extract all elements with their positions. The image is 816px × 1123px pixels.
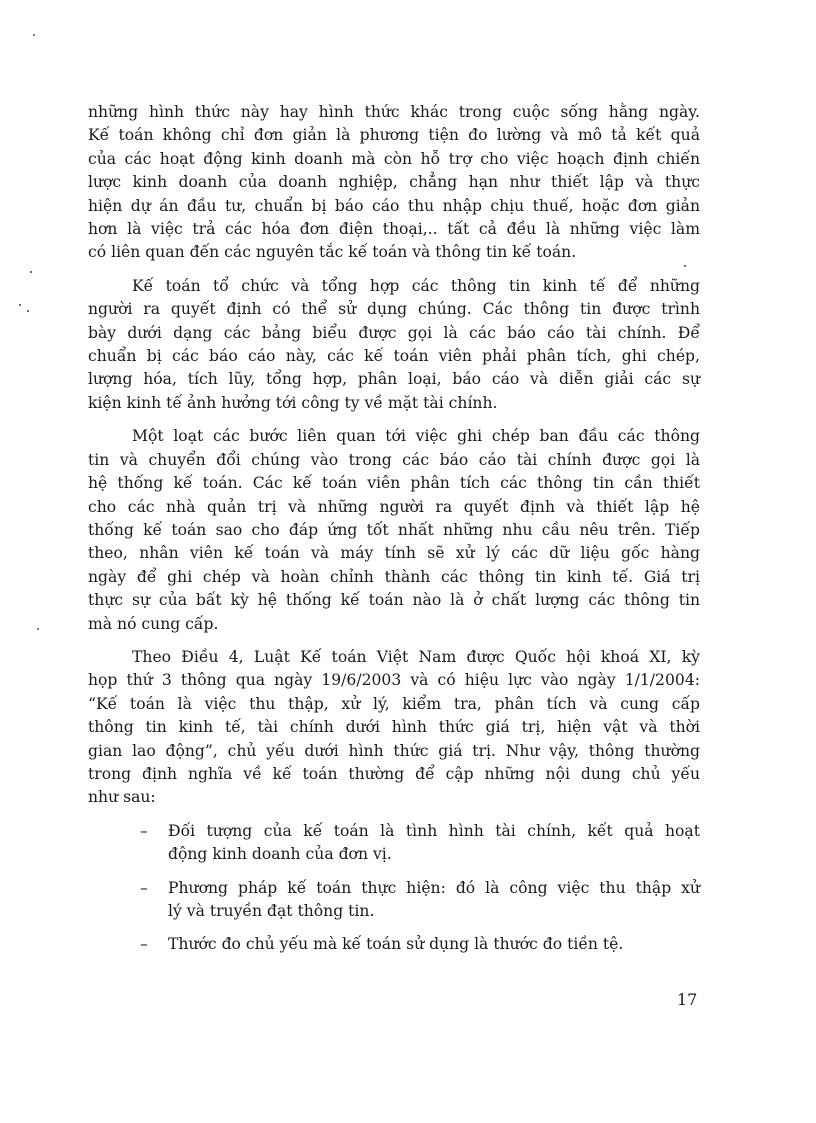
bullet-item <box>88 820 700 867</box>
scan-speck <box>27 310 29 312</box>
text-line: của các hoạt động kinh doanh mà còn hỗ trợ cho việc hoạch định chiến <box>88 149 700 168</box>
text-line: lược kinh doanh của doanh nghiệp, chẳng hạn như thiết lập và thực <box>88 173 700 192</box>
text-line: Kế toán không chỉ đơn giản là phương tiện đo lường và mô tả kết quả <box>88 126 700 145</box>
text-line: hiện dự án đầu tư, chuẩn bị báo cáo thu nhập chịu thuế, hoặc đơn giản <box>88 196 700 215</box>
text-line: trong định nghĩa về kế toán thường để cập những nội dung chủ yếu <box>88 764 700 783</box>
text-line: lý và truyền đạt thông tin. <box>168 902 375 920</box>
bullet-list <box>88 820 700 957</box>
text-line: bày dưới dạng các bảng biểu được gọi là các báo cáo tài chính. Để <box>88 323 700 342</box>
text-line: những hình thức này hay hình thức khác trong cuộc sống hằng ngày. <box>88 103 700 121</box>
paragraph-1 <box>88 101 700 265</box>
text-line: thống kế toán sao cho đáp ứng tốt nhất những nhu cầu nêu trên. Tiếp <box>88 520 700 539</box>
text-line: mà nó cung cấp. <box>88 614 219 633</box>
text-line: hệ thống kế toán. Các kế toán viên phân tích các thông tin cần thiết <box>88 474 700 493</box>
text-line: như sau: <box>88 788 156 807</box>
text-line: thông tin kinh tế, tài chính dưới hình thức giá trị, hiện vật và thời <box>88 718 700 737</box>
text-line: thực sự của bất kỳ hệ thống kế toán nào là ở chất lượng các thông tin <box>88 591 700 610</box>
text-line: “Kế toán là việc thu thập, xử lý, kiểm tra, phân tích và cung cấp <box>88 694 700 713</box>
dash-marker: – <box>140 821 148 840</box>
text-line: Theo Điều 4, Luật Kế toán Việt Nam được Quốc hội khoá XI, kỳ <box>132 647 700 666</box>
dash-marker: – <box>140 935 148 954</box>
paragraph-4 <box>88 646 700 810</box>
dash-marker: – <box>140 878 148 897</box>
scan-speck <box>33 34 35 36</box>
text-line: hơn là việc trả các hóa đơn điện thoại,.. tất cả đều là những việc làm <box>88 220 700 239</box>
document-page <box>88 101 700 967</box>
text-line: họp thứ 3 thông qua ngày 19/6/2003 và có hiệu lực vào ngày 1/1/2004: <box>88 671 700 690</box>
scan-speck <box>37 628 39 630</box>
text-line: Đối tượng của kế toán là tình hình tài chính, kết quả hoạt <box>168 821 700 840</box>
text-line: chuẩn bị các báo cáo này, các kế toán viên phải phân tích, ghi chép, <box>88 347 700 366</box>
bullet-item <box>88 933 700 956</box>
scan-speck <box>30 271 32 273</box>
page-number: 17 <box>677 990 698 1009</box>
text-line: Một loạt các bước liên quan tới việc ghi chép ban đầu các thông <box>132 427 700 446</box>
text-line: động kinh doanh của đơn vị. <box>168 845 392 864</box>
text-line: Kế toán tổ chức và tổng hợp các thông tin kinh tế để những <box>132 276 700 295</box>
text-line: tin và chuyển đổi chúng vào trong các báo cáo tài chính được gọi là <box>88 450 700 469</box>
text-line: theo, nhân viên kế toán và máy tính sẽ xử lý các dữ liệu gốc hàng <box>88 544 700 563</box>
text-line: ngày để ghi chép và hoàn chỉnh thành các thông tin kinh tế. Giá trị <box>88 567 700 586</box>
text-line: gian lao động”, chủ yếu dưới hình thức giá trị. Như vậy, thông thường <box>88 741 700 760</box>
paragraph-2 <box>88 275 700 415</box>
text-line: Thước đo chủ yếu mà kế toán sử dụng là thước đo tiền tệ. <box>168 935 624 954</box>
text-line: cho các nhà quản trị và những người ra quyết định và thiết lập hệ <box>88 497 700 516</box>
text-line: người ra quyết định có thể sử dụng chúng. Các thông tin được trình <box>88 300 700 319</box>
text-line: Phương pháp kế toán thực hiện: đó là công việc thu thập xử <box>168 878 700 897</box>
paragraph-3 <box>88 425 700 636</box>
text-line: có liên quan đến các nguyên tắc kế toán và thông tin kế toán. <box>88 243 577 262</box>
bullet-item <box>88 877 700 924</box>
scan-speck <box>19 304 21 306</box>
text-line: lượng hóa, tích lũy, tổng hợp, phân loại, báo cáo và diễn giải các sự <box>88 370 700 389</box>
text-line: kiện kinh tế ảnh hưởng tới công ty về mặt tài chính. <box>88 393 498 412</box>
